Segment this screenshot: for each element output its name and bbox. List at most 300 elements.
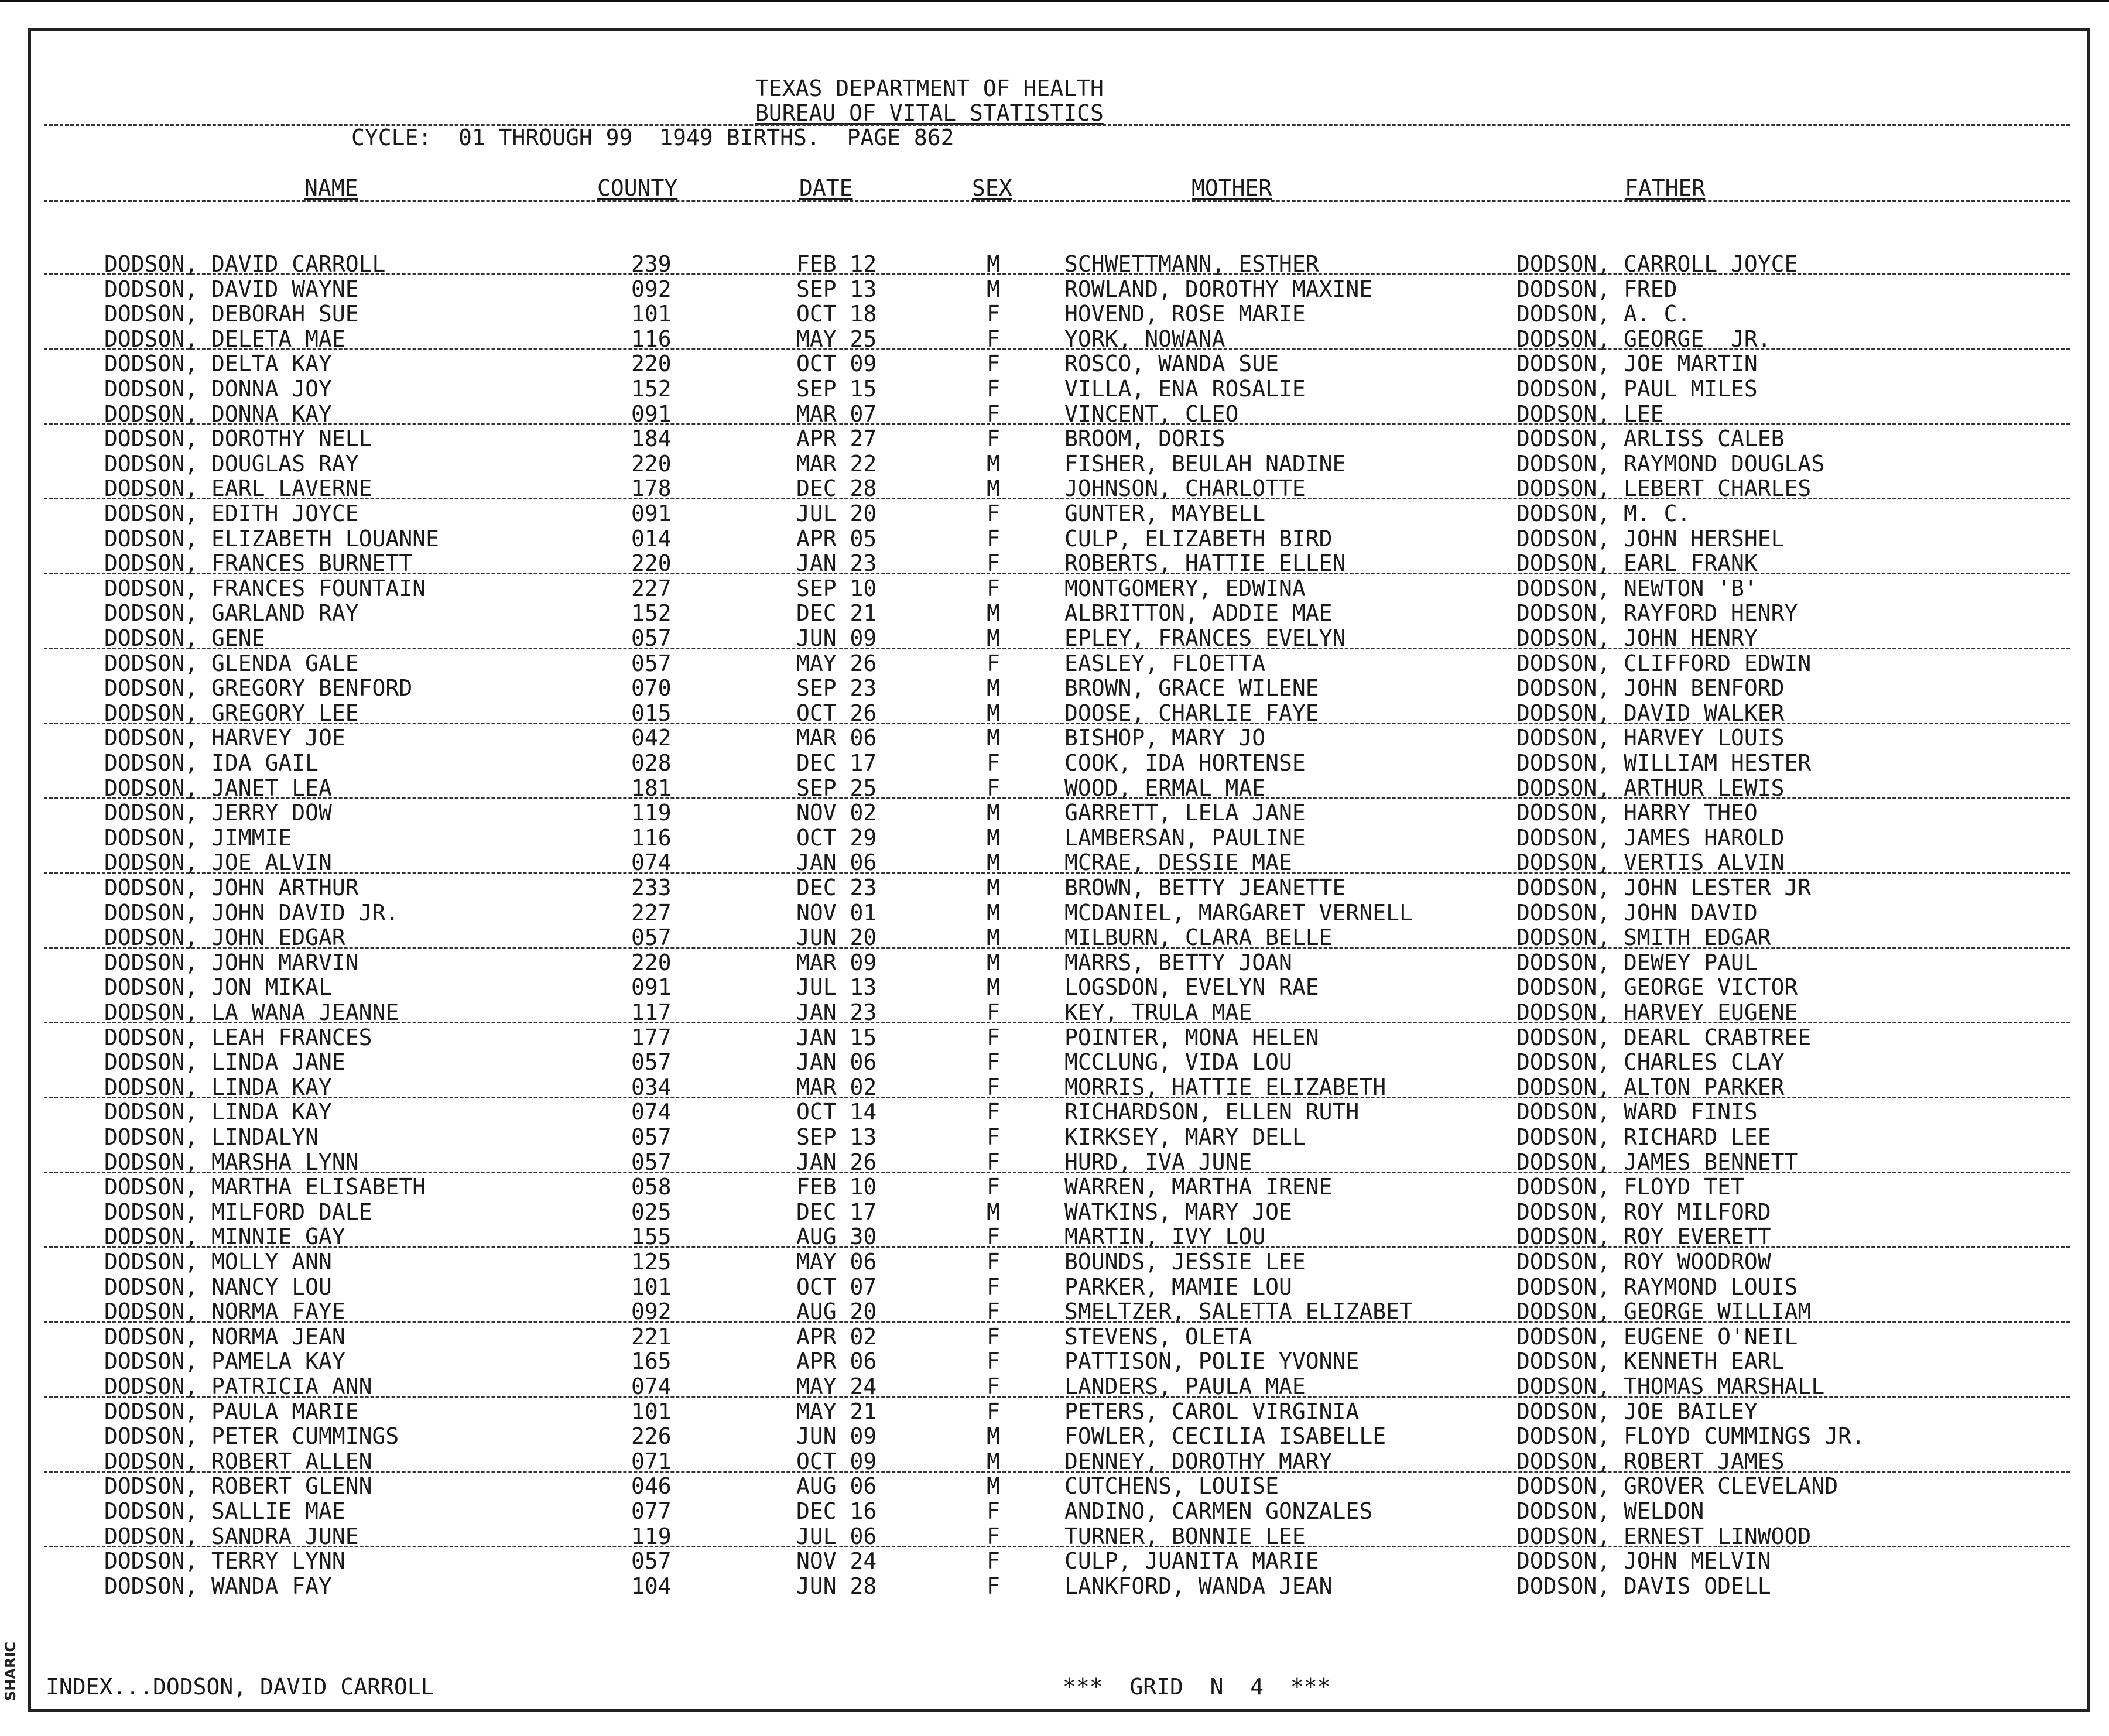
cell-date: AUG 20: [796, 1299, 877, 1325]
cell-sex: F: [987, 351, 1000, 377]
cell-sex: M: [987, 875, 1000, 900]
cell-father: DODSON, PAUL MILES: [1516, 376, 1758, 402]
column-header-name: NAME: [304, 175, 358, 201]
cell-date: DEC 17: [796, 750, 877, 776]
cell-date: OCT 09: [796, 1448, 877, 1474]
cell-mother: JOHNSON, CHARLOTTE: [1064, 475, 1306, 502]
cell-date: JUN 28: [796, 1573, 877, 1599]
cell-county: 057: [631, 650, 672, 676]
cell-date: SEP 13: [796, 276, 877, 302]
cell-mother: MARRS, BETTY JOAN: [1064, 949, 1292, 975]
cell-date: JUL 20: [796, 501, 877, 526]
row-group-divider: [44, 1172, 2070, 1173]
cell-mother: DENNEY, DOROTHY MARY: [1064, 1448, 1333, 1474]
cell-sex: M: [987, 675, 1000, 701]
cell-name: DODSON, JOHN ARTHUR: [104, 875, 359, 900]
cell-county: 046: [631, 1473, 672, 1499]
column-header-divider: [44, 200, 2070, 202]
cell-sex: M: [987, 899, 1000, 926]
cell-mother: YORK, NOWANA: [1064, 326, 1225, 352]
cell-name: DODSON, LEAH FRANCES: [104, 1024, 372, 1050]
cell-county: 116: [631, 824, 672, 851]
cell-county: 119: [631, 800, 672, 826]
cell-name: DODSON, ROBERT GLENN: [104, 1473, 372, 1499]
cell-name: DODSON, ROBERT ALLEN: [104, 1448, 372, 1474]
cell-mother: PATTISON, POLIE YVONNE: [1064, 1348, 1360, 1375]
cell-name: DODSON, PETER CUMMINGS: [104, 1423, 399, 1450]
cell-date: FEB 12: [796, 251, 877, 277]
cell-county: 074: [631, 1099, 672, 1125]
cell-name: DODSON, FRANCES FOUNTAIN: [104, 575, 426, 601]
cell-sex: F: [987, 650, 1000, 676]
cell-sex: F: [987, 1174, 1000, 1200]
cell-mother: HURD, IVA JUNE: [1064, 1149, 1252, 1175]
cell-mother: MCDANIEL, MARGARET VERNELL: [1064, 899, 1413, 926]
cell-county: 152: [631, 600, 672, 626]
cell-father: DODSON, GEORGE VICTOR: [1516, 974, 1798, 1001]
cell-name: DODSON, MARTHA ELISABETH: [104, 1174, 426, 1200]
cell-father: DODSON, ROY EVERETT: [1516, 1224, 1771, 1250]
cell-date: SEP 13: [796, 1124, 877, 1150]
cell-father: DODSON, WELDON: [1516, 1498, 1704, 1524]
cell-date: JUN 09: [796, 1423, 877, 1450]
cell-father: DODSON, DAVID WALKER: [1516, 700, 1785, 726]
cell-date: SEP 23: [796, 675, 877, 701]
cell-mother: BOUNDS, JESSIE LEE: [1064, 1249, 1306, 1275]
cell-sex: M: [987, 251, 1000, 277]
cell-name: DODSON, GREGORY BENFORD: [104, 675, 413, 701]
cell-sex: F: [987, 525, 1000, 552]
cell-sex: M: [987, 1423, 1000, 1450]
cell-county: 057: [631, 1049, 672, 1076]
row-group-divider: [44, 872, 2070, 874]
cell-county: 181: [631, 775, 672, 801]
cell-father: DODSON, SMITH EDGAR: [1516, 925, 1771, 951]
cell-name: DODSON, DEBORAH SUE: [104, 301, 359, 327]
cell-date: MAY 24: [796, 1374, 877, 1399]
cell-county: 101: [631, 1273, 672, 1300]
cell-mother: MORRIS, HATTIE ELIZABETH: [1064, 1074, 1386, 1100]
cell-father: DODSON, HARRY THEO: [1516, 800, 1758, 826]
cell-sex: M: [987, 700, 1000, 726]
cell-mother: CUTCHENS, LOUISE: [1064, 1473, 1279, 1499]
cell-mother: BROWN, BETTY JEANETTE: [1064, 875, 1346, 900]
cell-name: DODSON, JERRY DOW: [104, 800, 332, 826]
cell-county: 233: [631, 875, 672, 900]
cell-name: DODSON, NORMA FAYE: [104, 1299, 345, 1325]
cell-father: DODSON, ALTON PARKER: [1516, 1074, 1785, 1100]
cell-name: DODSON, MOLLY ANN: [104, 1249, 332, 1275]
cell-mother: LANKFORD, WANDA JEAN: [1064, 1573, 1333, 1599]
cell-father: DODSON, JOE MARTIN: [1516, 351, 1758, 377]
cell-date: JAN 06: [796, 850, 877, 876]
cell-mother: VINCENT, CLEO: [1064, 400, 1239, 427]
cell-date: JUL 13: [796, 974, 877, 1001]
cell-name: DODSON, PAULA MARIE: [104, 1398, 359, 1425]
cell-mother: GUNTER, MAYBELL: [1064, 501, 1266, 526]
cell-sex: F: [987, 1099, 1000, 1125]
cell-name: DODSON, GENE: [104, 625, 265, 651]
cell-name: DODSON, GLENDA GALE: [104, 650, 359, 676]
cell-father: DODSON, M. C.: [1516, 501, 1691, 526]
cell-mother: MCRAE, DESSIE MAE: [1064, 850, 1292, 876]
cell-county: 014: [631, 525, 672, 552]
cell-sex: M: [987, 1473, 1000, 1499]
cell-name: DODSON, JOHN EDGAR: [104, 925, 345, 951]
cell-father: DODSON, FLOYD TET: [1516, 1174, 1744, 1200]
cell-father: DODSON, CLIFFORD EDWIN: [1516, 650, 1812, 676]
cell-sex: F: [987, 426, 1000, 452]
cell-sex: F: [987, 1299, 1000, 1325]
cell-mother: POINTER, MONA HELEN: [1064, 1024, 1319, 1050]
cell-date: APR 27: [796, 426, 877, 452]
cell-sex: M: [987, 800, 1000, 826]
cell-mother: GARRETT, LELA JANE: [1064, 800, 1306, 826]
cell-date: DEC 16: [796, 1498, 877, 1524]
cell-sex: F: [987, 1523, 1000, 1549]
cell-mother: PARKER, MAMIE LOU: [1064, 1273, 1292, 1300]
cell-date: NOV 01: [796, 899, 877, 926]
cell-name: DODSON, JIMMIE: [104, 824, 292, 851]
cell-mother: FOWLER, CECILIA ISABELLE: [1064, 1423, 1386, 1450]
column-header-county: COUNTY: [597, 175, 678, 201]
cell-mother: MARTIN, IVY LOU: [1064, 1224, 1266, 1250]
cell-sex: M: [987, 1448, 1000, 1474]
cell-father: DODSON, LEE: [1516, 400, 1664, 427]
column-header-mother: MOTHER: [1192, 175, 1272, 201]
side-label: SHARIC: [2, 1642, 19, 1701]
cell-name: DODSON, ELIZABETH LOUANNE: [104, 525, 439, 552]
cell-mother: EASLEY, FLOETTA: [1064, 650, 1266, 676]
cell-date: DEC 28: [796, 475, 877, 502]
cell-mother: ALBRITTON, ADDIE MAE: [1064, 600, 1333, 626]
cell-date: NOV 24: [796, 1548, 877, 1574]
cell-date: OCT 09: [796, 351, 877, 377]
cell-sex: F: [987, 1348, 1000, 1375]
cell-name: DODSON, LINDA KAY: [104, 1074, 332, 1100]
row-group-divider: [44, 723, 2070, 724]
cell-date: MAR 07: [796, 400, 877, 427]
cell-name: DODSON, DOUGLAS RAY: [104, 450, 359, 477]
cell-county: 119: [631, 1523, 672, 1549]
cell-county: 101: [631, 1398, 672, 1425]
cell-father: DODSON, ARLISS CALEB: [1516, 426, 1785, 452]
cell-county: 015: [631, 700, 672, 726]
cell-county: 227: [631, 575, 672, 601]
cell-father: DODSON, JOE BAILEY: [1516, 1398, 1758, 1425]
top-edge-line: [0, 0, 2109, 2]
cell-date: APR 05: [796, 525, 877, 552]
cell-sex: F: [987, 1498, 1000, 1524]
cell-date: JAN 23: [796, 999, 877, 1025]
cell-county: 057: [631, 925, 672, 951]
cell-father: DODSON, A. C.: [1516, 301, 1691, 327]
cell-father: DODSON, RICHARD LEE: [1516, 1124, 1771, 1150]
cell-mother: LOGSDON, EVELYN RAE: [1064, 974, 1319, 1001]
cell-mother: LAMBERSAN, PAULINE: [1064, 824, 1306, 851]
row-group-divider: [44, 1396, 2070, 1398]
cell-county: 117: [631, 999, 672, 1025]
cell-mother: TURNER, BONNIE LEE: [1064, 1523, 1306, 1549]
row-group-divider: [44, 1546, 2070, 1547]
cell-date: APR 06: [796, 1348, 877, 1375]
cell-mother: CULP, ELIZABETH BIRD: [1064, 525, 1333, 552]
cell-county: 091: [631, 501, 672, 526]
cell-father: DODSON, HARVEY LOUIS: [1516, 725, 1785, 751]
cell-mother: COOK, IDA HORTENSE: [1064, 750, 1306, 776]
cell-county: 092: [631, 1299, 672, 1325]
cell-sex: F: [987, 999, 1000, 1025]
cell-date: OCT 29: [796, 824, 877, 851]
cell-county: 074: [631, 850, 672, 876]
cell-date: JAN 23: [796, 550, 877, 577]
cell-date: DEC 17: [796, 1199, 877, 1225]
cell-county: 091: [631, 974, 672, 1001]
cell-mother: BISHOP, MARY JO: [1064, 725, 1266, 751]
cell-date: NOV 02: [796, 800, 877, 826]
cell-name: DODSON, EARL LAVERNE: [104, 475, 372, 502]
cell-name: DODSON, DELETA MAE: [104, 326, 345, 352]
cell-sex: F: [987, 1398, 1000, 1425]
footer-index: INDEX...DODSON, DAVID CARROLL: [46, 1674, 434, 1700]
cell-name: DODSON, PATRICIA ANN: [104, 1374, 372, 1399]
cell-father: DODSON, ROY WOODROW: [1516, 1249, 1771, 1275]
cell-mother: HOVEND, ROSE MARIE: [1064, 301, 1306, 327]
cell-county: 058: [631, 1174, 672, 1200]
cell-county: 070: [631, 675, 672, 701]
cell-name: DODSON, JON MIKAL: [104, 974, 332, 1001]
row-group-divider: [44, 348, 2070, 350]
cell-date: DEC 21: [796, 600, 877, 626]
cell-father: DODSON, ERNEST LINWOOD: [1516, 1523, 1812, 1549]
cell-date: SEP 15: [796, 376, 877, 402]
column-header-sex: SEX: [972, 175, 1012, 201]
cell-father: DODSON, JAMES HAROLD: [1516, 824, 1785, 851]
cell-father: DODSON, EUGENE O'NEIL: [1516, 1323, 1798, 1350]
row-group-divider: [44, 1022, 2070, 1023]
cell-date: JAN 26: [796, 1149, 877, 1175]
cell-father: DODSON, ROY MILFORD: [1516, 1199, 1771, 1225]
row-group-divider: [44, 273, 2070, 275]
cell-father: DODSON, RAYMOND DOUGLAS: [1516, 450, 1825, 477]
cell-county: 091: [631, 400, 672, 427]
footer-grid: *** GRID N 4 ***: [1063, 1674, 1331, 1700]
cell-name: DODSON, JOE ALVIN: [104, 850, 332, 876]
cell-date: FEB 10: [796, 1174, 877, 1200]
cycle-line: CYCLE: 01 THROUGH 99 1949 BIRTHS. PAGE 862: [351, 125, 954, 150]
cell-date: MAY 06: [796, 1249, 877, 1275]
cell-father: DODSON, CARROLL JOYCE: [1516, 251, 1798, 277]
cell-sex: F: [987, 301, 1000, 327]
cell-date: MAR 09: [796, 949, 877, 975]
cell-sex: M: [987, 949, 1000, 975]
cell-mother: LANDERS, PAULA MAE: [1064, 1374, 1306, 1399]
row-group-divider: [44, 1321, 2070, 1323]
row-group-divider: [44, 1246, 2070, 1248]
cell-date: MAY 21: [796, 1398, 877, 1425]
cell-sex: F: [987, 1049, 1000, 1076]
cell-county: 104: [631, 1573, 672, 1599]
cell-sex: F: [987, 750, 1000, 776]
cell-mother: EPLEY, FRANCES EVELYN: [1064, 625, 1346, 651]
cell-county: 152: [631, 376, 672, 402]
cell-mother: BROOM, DORIS: [1064, 426, 1225, 452]
cell-county: 028: [631, 750, 672, 776]
cell-father: DODSON, JOHN BENFORD: [1516, 675, 1785, 701]
cell-county: 042: [631, 725, 672, 751]
header-divider: [44, 124, 2070, 126]
cell-name: DODSON, NANCY LOU: [104, 1273, 332, 1300]
cell-father: DODSON, WARD FINIS: [1516, 1099, 1758, 1125]
cell-mother: RICHARDSON, ELLEN RUTH: [1064, 1099, 1360, 1125]
cell-father: DODSON, GEORGE JR.: [1516, 326, 1771, 352]
cell-father: DODSON, ROBERT JAMES: [1516, 1448, 1785, 1474]
cell-name: DODSON, IDA GAIL: [104, 750, 319, 776]
cell-father: DODSON, NEWTON 'B': [1516, 575, 1758, 601]
cell-date: JAN 15: [796, 1024, 877, 1050]
cell-sex: F: [987, 400, 1000, 427]
cell-name: DODSON, FRANCES BURNETT: [104, 550, 413, 577]
cell-county: 221: [631, 1323, 672, 1350]
cell-county: 077: [631, 1498, 672, 1524]
cell-date: JUL 06: [796, 1523, 877, 1549]
row-group-divider: [44, 1097, 2070, 1098]
cell-county: 074: [631, 1374, 672, 1399]
cell-name: DODSON, LINDALYN: [104, 1124, 319, 1150]
cell-sex: M: [987, 725, 1000, 751]
row-group-divider: [44, 423, 2070, 425]
cell-county: 057: [631, 1149, 672, 1175]
cell-mother: ROBERTS, HATTIE ELLEN: [1064, 550, 1346, 577]
cell-date: AUG 30: [796, 1224, 877, 1250]
cell-date: JUN 20: [796, 925, 877, 951]
cell-sex: M: [987, 600, 1000, 626]
cell-name: DODSON, LINDA JANE: [104, 1049, 345, 1076]
cell-father: DODSON, HARVEY EUGENE: [1516, 999, 1798, 1025]
cell-date: MAR 02: [796, 1074, 877, 1100]
cell-sex: M: [987, 625, 1000, 651]
cell-sex: F: [987, 1149, 1000, 1175]
cell-date: APR 02: [796, 1323, 877, 1350]
cell-father: DODSON, CHARLES CLAY: [1516, 1049, 1785, 1076]
cell-name: DODSON, DELTA KAY: [104, 351, 332, 377]
header-title: TEXAS DEPARTMENT OF HEALTH: [755, 76, 1104, 101]
cell-father: DODSON, THOMAS MARSHALL: [1516, 1374, 1825, 1399]
row-group-divider: [44, 797, 2070, 799]
cell-sex: F: [987, 575, 1000, 601]
cell-date: MAR 22: [796, 450, 877, 477]
cell-county: 057: [631, 1548, 672, 1574]
cell-sex: M: [987, 974, 1000, 1001]
column-header-father: FATHER: [1625, 175, 1706, 201]
cell-father: DODSON, ARTHUR LEWIS: [1516, 775, 1785, 801]
cell-father: DODSON, LEBERT CHARLES: [1516, 475, 1812, 502]
cell-sex: F: [987, 1074, 1000, 1100]
cell-name: DODSON, GARLAND RAY: [104, 600, 359, 626]
cell-mother: STEVENS, OLETA: [1064, 1323, 1252, 1350]
cell-date: OCT 07: [796, 1273, 877, 1300]
cell-date: OCT 26: [796, 700, 877, 726]
cell-county: 034: [631, 1074, 672, 1100]
cell-date: OCT 18: [796, 301, 877, 327]
cell-father: DODSON, JAMES BENNETT: [1516, 1149, 1798, 1175]
cell-name: DODSON, TERRY LYNN: [104, 1548, 345, 1574]
cell-father: DODSON, JOHN MELVIN: [1516, 1548, 1771, 1574]
cell-county: 165: [631, 1348, 672, 1375]
cell-name: DODSON, DOROTHY NELL: [104, 426, 372, 452]
cell-father: DODSON, RAYMOND LOUIS: [1516, 1273, 1798, 1300]
cell-father: DODSON, JOHN DAVID: [1516, 899, 1758, 926]
cell-county: 226: [631, 1423, 672, 1450]
cell-name: DODSON, EDITH JOYCE: [104, 501, 359, 526]
cell-sex: F: [987, 775, 1000, 801]
cell-name: DODSON, JOHN DAVID JR.: [104, 899, 399, 926]
cell-name: DODSON, DAVID WAYNE: [104, 276, 359, 302]
cell-sex: M: [987, 1199, 1000, 1225]
cell-date: SEP 10: [796, 575, 877, 601]
cell-date: MAY 25: [796, 326, 877, 352]
cell-father: DODSON, EARL FRANK: [1516, 550, 1758, 577]
cell-name: DODSON, LA WANA JEANNE: [104, 999, 399, 1025]
cell-name: DODSON, JOHN MARVIN: [104, 949, 359, 975]
cell-name: DODSON, DONNA JOY: [104, 376, 332, 402]
row-group-divider: [44, 1471, 2070, 1473]
cell-father: DODSON, FRED: [1516, 276, 1677, 302]
cell-name: DODSON, GREGORY LEE: [104, 700, 359, 726]
cell-father: DODSON, FLOYD CUMMINGS JR.: [1516, 1423, 1865, 1450]
cell-county: 125: [631, 1249, 672, 1275]
cell-sex: F: [987, 1323, 1000, 1350]
cell-sex: M: [987, 850, 1000, 876]
cell-name: DODSON, MILFORD DALE: [104, 1199, 372, 1225]
cell-county: 101: [631, 301, 672, 327]
cell-sex: F: [987, 1548, 1000, 1574]
cell-sex: F: [987, 376, 1000, 402]
cell-name: DODSON, MARSHA LYNN: [104, 1149, 359, 1175]
cell-father: DODSON, DEWEY PAUL: [1516, 949, 1758, 975]
cell-father: DODSON, DEARL CRABTREE: [1516, 1024, 1812, 1050]
cell-sex: F: [987, 326, 1000, 352]
cell-county: 177: [631, 1024, 672, 1050]
cell-father: DODSON, KENNETH EARL: [1516, 1348, 1785, 1375]
cell-father: DODSON, VERTIS ALVIN: [1516, 850, 1785, 876]
cell-county: 092: [631, 276, 672, 302]
cell-sex: F: [987, 1374, 1000, 1399]
cell-sex: F: [987, 1273, 1000, 1300]
cell-sex: F: [987, 1224, 1000, 1250]
cell-date: JUN 09: [796, 625, 877, 651]
cell-father: DODSON, JOHN HERSHEL: [1516, 525, 1785, 552]
cell-mother: VILLA, ENA ROSALIE: [1064, 376, 1306, 402]
cell-father: DODSON, JOHN HENRY: [1516, 625, 1758, 651]
cell-county: 155: [631, 1224, 672, 1250]
cell-name: DODSON, NORMA JEAN: [104, 1323, 345, 1350]
cell-date: MAR 06: [796, 725, 877, 751]
cell-mother: WARREN, MARTHA IRENE: [1064, 1174, 1333, 1200]
cell-date: DEC 23: [796, 875, 877, 900]
cell-mother: BROWN, GRACE WILENE: [1064, 675, 1319, 701]
column-header-date: DATE: [799, 175, 853, 201]
cell-mother: WATKINS, MARY JOE: [1064, 1199, 1292, 1225]
cell-mother: CULP, JUANITA MARIE: [1064, 1548, 1319, 1574]
cell-father: DODSON, GEORGE WILLIAM: [1516, 1299, 1812, 1325]
cell-father: DODSON, GROVER CLEVELAND: [1516, 1473, 1838, 1499]
cell-sex: F: [987, 1124, 1000, 1150]
cell-sex: F: [987, 501, 1000, 526]
cell-mother: PETERS, CAROL VIRGINIA: [1064, 1398, 1360, 1425]
cell-date: MAY 26: [796, 650, 877, 676]
cell-date: OCT 14: [796, 1099, 877, 1125]
